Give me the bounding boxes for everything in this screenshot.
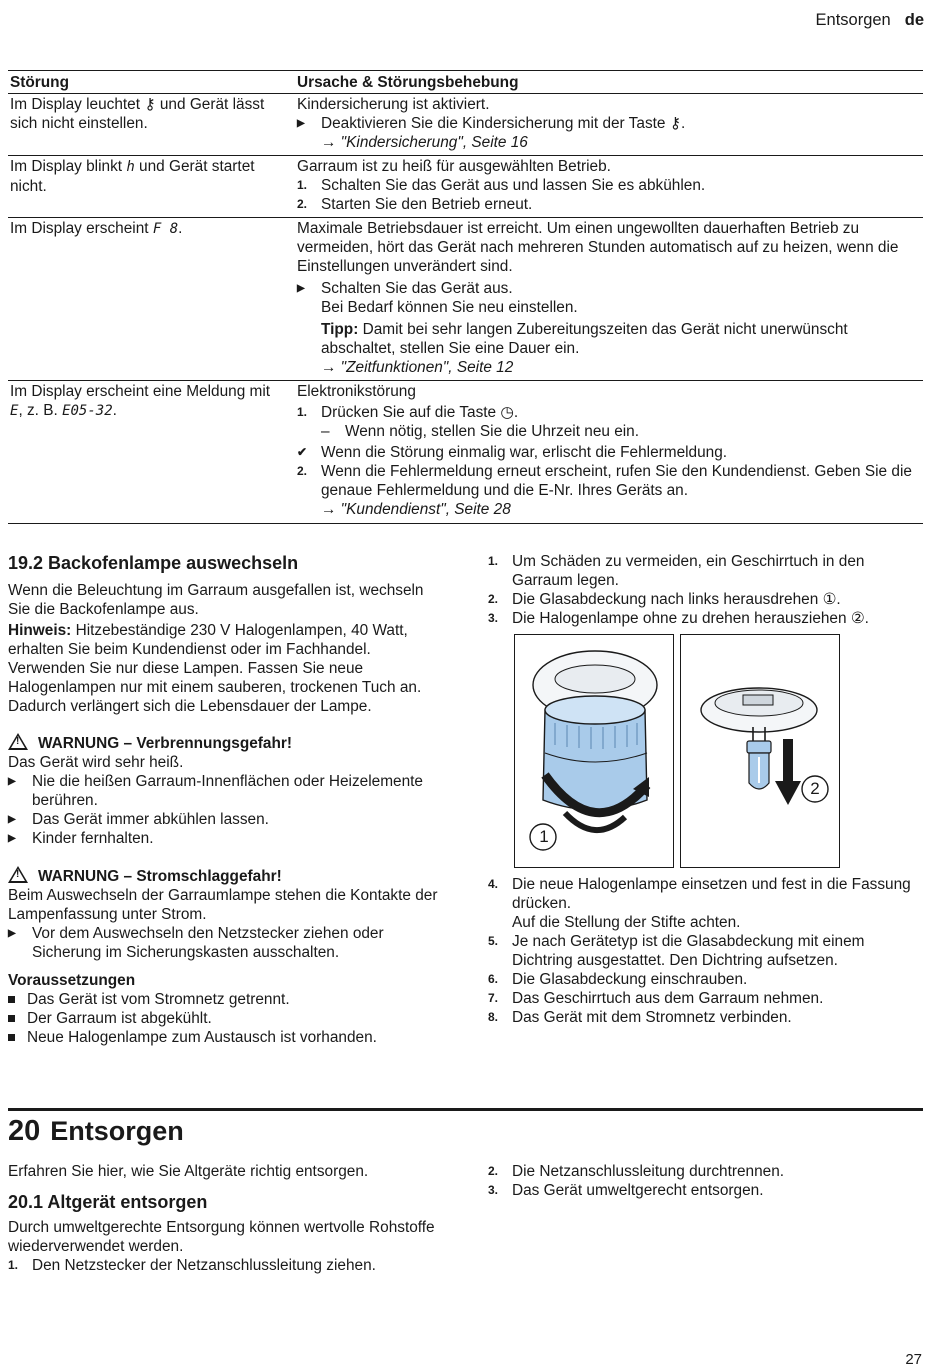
- cause-cell: Garraum ist zu heiß für ausgewählten Betrieb. 1. Schalten Sie das Gerät aus und lassen Sie es abkühlen. 2. Starten Sie den Betrieb erneut.: [295, 156, 923, 218]
- list-item: 1. Um Schäden zu vermeiden, ein Geschirrtuch in den Garraum legen.: [488, 553, 865, 589]
- fault-cell: Im Display erscheint eine Meldung mit E, z. B. E05-32.: [8, 381, 295, 524]
- chapter-rule: [8, 1108, 923, 1111]
- lamp-section-right: [488, 552, 928, 628]
- page-number: 27: [905, 1351, 922, 1368]
- subsection-title: 20.1 Altgerät entsorgen: [8, 1192, 208, 1212]
- section-title: 19.2 Backofenlampe auswechseln: [8, 553, 299, 573]
- list-item: 1. Schalten Sie das Gerät aus und lassen Sie es abkühlen.: [297, 177, 706, 194]
- list-item: ▶ Nie die heißen Garraum-Innenflächen oder Heizelemente berühren.: [8, 773, 423, 809]
- fault-cell: Im Display leuchtet ⚷ und Gerät lässt sich nicht einstellen.: [8, 94, 295, 156]
- warning-icon: [8, 866, 28, 883]
- figure-unscrew-cover: [514, 634, 674, 868]
- header-section: Entsorgen: [815, 11, 891, 29]
- list-item: 6. Die Glasabdeckung einschrauben.: [488, 971, 748, 988]
- table-row: [8, 94, 923, 156]
- list-item: 1. Drücken Sie auf die Taste ◷.: [297, 404, 519, 421]
- list-item: Das Gerät ist vom Stromnetz getrennt.: [8, 990, 448, 1009]
- disposal-left: Erfahren Sie hier, wie Sie Altgeräte richtig entsorgen. 20.1 Altgerät entsorgen Durch umweltgerechte Entsorgung können wertvolle Rohstoffe wiederverwendet werden. 1. Den Netzstecker der Netzanschlussleitung ziehen.: [8, 1162, 448, 1275]
- warning-shock-title: !WARNUNG – Stromschlaggefahr!: [8, 866, 448, 886]
- key-icon: ⚷: [669, 115, 682, 132]
- cross-reference: → "Kindersicherung", Seite 16: [321, 134, 528, 151]
- cause-cell: Kindersicherung ist aktiviert. ▶ Deaktivieren Sie die Kindersicherung mit der Taste ⚷. → "Kindersicherung", Seite 16: [295, 94, 923, 156]
- list-item: 1. Den Netzstecker der Netzanschlussleitung ziehen.: [8, 1257, 376, 1274]
- header-lang: de: [904, 11, 924, 29]
- table-row: [8, 218, 923, 381]
- list-item: 7. Das Geschirrtuch aus dem Garraum nehmen.: [488, 990, 824, 1007]
- figure-pull-lamp: [680, 634, 840, 868]
- figure-label-1: 1: [539, 827, 549, 846]
- warning-burn-title: !WARNUNG – Verbrennungsgefahr!: [8, 733, 448, 753]
- table-row: [8, 156, 923, 218]
- halogen-lamp-illustration: [681, 635, 839, 867]
- list-item: 5. Je nach Gerätetyp ist die Glasabdeckung mit einem Dichtring ausgestattet. Den Dichtring aufsetzen.: [488, 933, 865, 969]
- running-header: [816, 11, 924, 30]
- cause-cell: Maximale Betriebsdauer ist erreicht. Um einen ungewollten dauerhaften Betrieb zu vermeiden, hört das Gerät nach mehreren Stunden automatisch auf zu heizen, wenn die Einstellungen unverändert sind. ▶ Schalten Sie das Gerät aus. Bei Bedarf können Sie neu einstellen. Tipp: Damit bei sehr langen Zubereitungszeiten das Gerät nicht unerwünscht abschaltet, stellen Sie eine Dauer ein. → "Zeitfunktionen", Seite 12: [295, 218, 923, 381]
- list-item: 2. Starten Sie den Betrieb erneut.: [297, 196, 533, 213]
- tip: Tipp: Damit bei sehr langen Zubereitungszeiten das Gerät nicht unerwünscht abschaltet, stellen Sie eine Dauer ein.: [321, 321, 848, 357]
- list-item: ▶ Vor dem Auswechseln den Netzstecker ziehen oder Sicherung im Sicherungskasten ausschalten.: [8, 925, 384, 961]
- list-item: ✔ Wenn die Störung einmalig war, erlischt die Fehlermeldung.: [297, 444, 728, 461]
- col-fault-header: Störung: [8, 71, 295, 94]
- list-item: ▶ Schalten Sie das Gerät aus.: [297, 280, 513, 297]
- chapter-title: 20 Entsorgen: [8, 1115, 184, 1147]
- list-item: Der Garraum ist abgekühlt.: [8, 1009, 448, 1028]
- hint: Hinweis: Hitzebeständige 230 V Halogenlampen, 40 Watt, erhalten Sie beim Kundendienst oder im Fachhandel. Verwenden Sie nur diese Lampen. Fassen Sie neue Halogenlampen nur mit einem sauberen, trockenen Tuch an. Dadurch verlängert sich die Lebensdauer der Lampe.: [8, 622, 422, 715]
- lamp-steps-continued: [488, 875, 928, 1027]
- disposal-right: [488, 1162, 928, 1200]
- display-symbol: h: [126, 159, 135, 175]
- fault-cell: Im Display erscheint F 8.: [8, 218, 295, 381]
- list-item: 2. Wenn die Fehlermeldung erneut erscheint, rufen Sie den Kundendienst. Geben Sie die genaue Fehlermeldung und die E-Nr. Ihres Geräts an.: [297, 463, 912, 499]
- cause-cell: Elektronikstörung 1. Drücken Sie auf die Taste ◷. – Wenn nötig, stellen Sie die Uhrzeit neu ein. ✔ Wenn die Störung einmalig war, erlischt die Fehlermeldung. 2. Wenn die Fehlermeldung erneut erscheint, rufen Sie den Kundendienst. Geben Sie die genaue Fehlermeldung und die E-Nr. Ihres Geräts an. → "Kundendienst", Seite 28: [295, 381, 923, 524]
- table-header-row: [8, 71, 923, 94]
- requirements-title: Voraussetzungen: [8, 972, 136, 989]
- fault-cell: Im Display blinkt h und Gerät startet nicht.: [8, 156, 295, 218]
- list-item: ▶ Das Gerät immer abkühlen lassen.: [8, 811, 269, 828]
- cross-reference: → "Kundendienst", Seite 28: [321, 501, 511, 518]
- display-symbol: F 8: [152, 221, 179, 237]
- list-item: ▶ Kinder fernhalten.: [8, 830, 154, 847]
- list-item: ▶ Deaktivieren Sie die Kindersicherung mit der Taste ⚷.: [297, 115, 686, 132]
- list-item: 3. Das Gerät umweltgerecht entsorgen.: [488, 1182, 764, 1199]
- troubleshooting-table: [8, 70, 923, 524]
- lamp-section-left: 19.2 Backofenlampe auswechseln Wenn die Beleuchtung im Garraum ausgefallen ist, wechseln Sie die Backofenlampe aus. Hinweis: Hitzebeständige 230 V Halogenlampen, 40 Watt, erhalten Sie beim Kundendienst oder im Fachhandel. Verwenden Sie nur diese Lampen. Fassen Sie neue Halogenlampen nur mit einem sauberen, trockenen Tuch an. Dadurch verlängert sich die Lebensdauer der Lampe. !WARNUNG – Verbrennungsgefahr! Das Gerät wird sehr heiß. ▶ Nie die heißen Garraum-Innenflächen oder Heizelemente berühren. ▶ Das Gerät immer abkühlen lassen. ▶ Kinder fernhalten. !WARNUNG – Stromschlaggefahr! Beim Auswechseln der Garraumlampe stehen die Kontakte der Lampenfassung unter Strom. ▶ Vor dem Auswechseln den Netzstecker ziehen oder Sicherung im Sicherungskasten ausschalten. Voraussetzungen Das Gerät ist vom Stromnetz getrennt. Der Garraum ist abgekühlt. Neue Halogenlampe zum Austausch ist vorhanden.: [8, 554, 448, 1047]
- figure-label-2: 2: [810, 779, 820, 798]
- clock-icon: ◷: [500, 404, 514, 421]
- table-row: [8, 381, 923, 524]
- error-code: E05-32: [62, 403, 113, 419]
- list-item: Neue Halogenlampe zum Austausch ist vorhanden.: [8, 1028, 448, 1047]
- list-item: 2. Die Netzanschlussleitung durchtrennen.: [488, 1163, 785, 1180]
- list-item: 3. Die Halogenlampe ohne zu drehen herausziehen ②.: [488, 610, 869, 627]
- list-item: 2. Die Glasabdeckung nach links herausdrehen ①.: [488, 591, 841, 608]
- warning-icon: [8, 733, 28, 750]
- col-cause-header: Ursache & Störungsbehebung: [295, 71, 923, 94]
- display-symbol: E: [10, 403, 19, 419]
- list-item: – Wenn nötig, stellen Sie die Uhrzeit neu ein.: [321, 423, 640, 440]
- cross-reference: → "Zeitfunktionen", Seite 12: [321, 359, 514, 376]
- key-icon: ⚷: [144, 96, 156, 113]
- list-item: 8. Das Gerät mit dem Stromnetz verbinden.: [488, 1009, 792, 1026]
- check-icon: ✔: [297, 445, 308, 459]
- list-item: 4. Die neue Halogenlampe einsetzen und fest in die Fassung drücken. Auf die Stellung der Stifte achten.: [488, 876, 911, 931]
